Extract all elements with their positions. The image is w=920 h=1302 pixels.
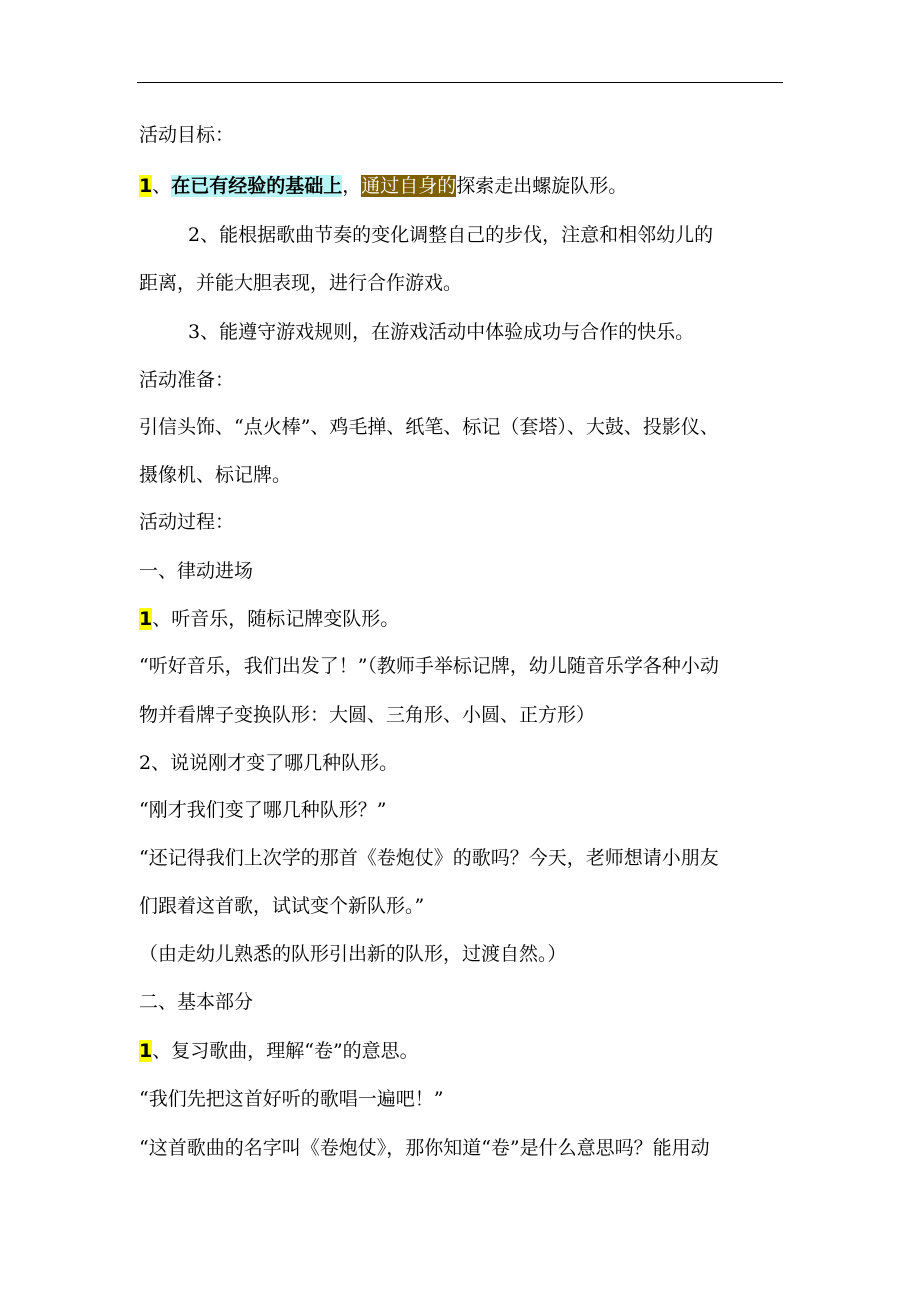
section-1-title: 一、律动进场 (139, 560, 254, 582)
goal-1-rest: 探索走出螺旋队形。 (456, 175, 628, 197)
section-2-quote-1: “我们先把这首好听的歌唱一遍吧！” (139, 1088, 444, 1110)
header-rule (137, 82, 783, 83)
goal-1-highlight-olive: 通过自身的 (361, 175, 457, 197)
section-1-quote-3-line-1: “还记得我们上次学的那首《卷炮仗》的歌吗？今天，老师想请小朋友 (139, 847, 719, 869)
section-2-step-1 (139, 1036, 419, 1066)
goal-2-line-2: 距离，并能大胆表现，进行合作游戏。 (139, 272, 463, 294)
goal-1-number: 1 (139, 175, 153, 197)
prep-heading: 活动准备： (139, 369, 235, 391)
goal-1 (139, 171, 627, 201)
section-1-step-1 (139, 604, 399, 634)
section-2-step-1-text: 、复习歌曲，理解“卷”的意思。 (152, 1040, 419, 1062)
goal-1-comma: ， (342, 175, 362, 197)
section-1-step-2: 2、说说刚才变了哪几种队形。 (139, 752, 399, 774)
section-2-quote-2: “这首歌曲的名字叫《卷炮仗》，那你知道“卷”是什么意思吗？能用动 (139, 1137, 710, 1159)
section-1-quote-3-line-2: 们跟着这首歌，试试变个新队形。” (139, 895, 425, 917)
goal-1-highlight-cyan: 在已有经验的基础上 (171, 175, 343, 197)
prep-line-1: 引信头饰、“点火棒”、鸡毛掸、纸笔、标记（套塔）、大鼓、投影仪、 (139, 416, 719, 438)
section-1-step-1-text: 、听音乐，随标记牌变队形。 (152, 608, 400, 630)
goal-1-separator: 、 (152, 175, 172, 197)
section-2-step-1-number: 1 (139, 1040, 153, 1062)
goal-2-line-1: 2、能根据歌曲节奏的变化调整自己的步伐，注意和相邻幼儿的 (188, 224, 714, 246)
process-heading: 活动过程： (139, 511, 235, 533)
section-1-quote-1-line-1: “听好音乐，我们出发了！”（教师手举标记牌，幼儿随音乐学各种小动 (139, 655, 719, 677)
goal-3: 3、能遵守游戏规则，在游戏活动中体验成功与合作的快乐。 (188, 321, 695, 343)
section-2-title: 二、基本部分 (139, 991, 254, 1013)
section-1-step-1-number: 1 (139, 608, 153, 630)
section-1-quote-1-line-2: 物并看牌子变换队形：大圆、三角形、小圆、正方形） (139, 704, 596, 726)
section-1-quote-2: “刚才我们变了哪几种队形？” (139, 799, 387, 821)
prep-line-2: 摄像机、标记牌。 (139, 464, 292, 486)
section-1-note: （由走幼儿熟悉的队形引出新的队形，过渡自然。） (139, 943, 567, 965)
goals-heading: 活动目标： (139, 124, 235, 146)
